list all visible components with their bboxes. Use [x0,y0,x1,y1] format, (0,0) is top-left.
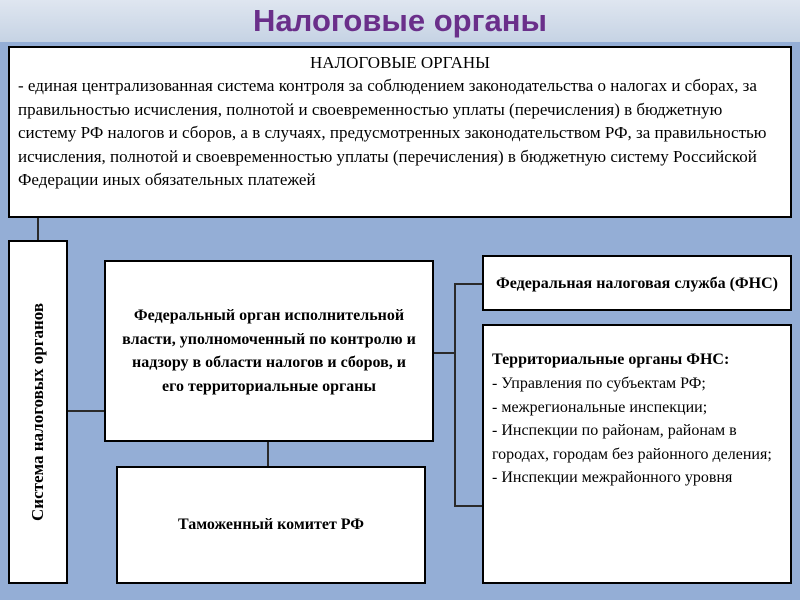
page-title: Налоговые органы [253,3,547,38]
system-label: Система налоговых органов [28,302,47,522]
connector-definition-to-side [37,218,39,240]
customs-box [116,466,426,584]
connector-branch-to-territorial [454,505,482,507]
connector-branch-vertical [454,283,456,507]
system-box [8,240,68,584]
connector-branch-to-fns [454,283,482,285]
customs-text: Таможенный комитет РФ [177,516,365,533]
territorial-heading: Территориальные органы ФНС: [492,351,730,368]
definition-box [8,46,792,218]
territorial-box [482,324,792,584]
definition-text: - единая централизованная система контроля за соблюдением законодательства о налогах и сборах, за правильностью исчисления, полнотой и своевременностью уплаты (перечисления) в бюджетную систему РФ налогов и сборов, а в случаях, предусмотренных законодательством РФ, за правильностью исчисления, полнотой и своевременностью уплаты (перечисления) в бюджетную систему Российской Федерации иных обязательных платежей [18,76,767,189]
federal-body-text: Федеральный орган исполнительной власти, уполномоченный по контролю и надзору в области налогов и сборов, и его территориальные органы [122,307,416,395]
territorial-item: - Управления по субъектам РФ; [492,375,706,392]
territorial-item: - Инспекции межрайонного уровня [492,469,733,486]
fns-box [482,255,792,311]
territorial-item: - межрегиональные инспекции; [492,398,708,416]
connector-federal-to-branch [434,352,454,354]
connector-side-to-federal [68,410,104,412]
territorial-item: - Инспекции по районам, районам в городах, городам без районного деления; [492,422,772,463]
fns-text: Федеральная налоговая служба (ФНС) [496,274,778,292]
definition-heading: НАЛОГОВЫЕ ОРГАНЫ [310,53,490,72]
federal-body-box [104,260,434,442]
connector-federal-to-customs [267,442,269,466]
